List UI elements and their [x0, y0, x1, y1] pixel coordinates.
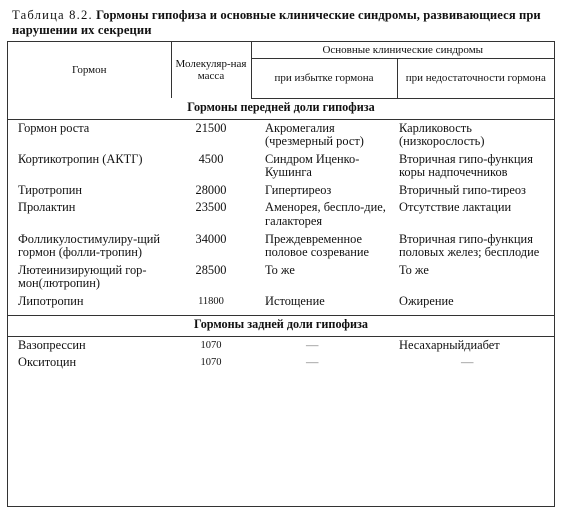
- cell-excess: Акромегалия (чрезмерный рост): [265, 120, 364, 149]
- table-row: [8, 199, 554, 230]
- table-frame: [7, 41, 555, 507]
- cell-excess: Гипертиреоз: [265, 182, 332, 197]
- cell-hormone: Окситоцин: [18, 355, 77, 370]
- cell-deficiency: Отсутствие лактации: [399, 200, 512, 215]
- header-syndromes: Основные клинические синдромы: [251, 42, 554, 59]
- cell-excess: То же: [265, 262, 295, 277]
- cell-deficiency: То же: [399, 262, 429, 277]
- cell-mass: 1070: [200, 339, 222, 351]
- header-mass: Молекуляр-ная масса: [171, 42, 251, 98]
- cell-mass: 28000: [195, 182, 227, 197]
- table-row: [8, 293, 554, 315]
- cell-deficiency: Несахарныйдиабет: [399, 337, 500, 352]
- cell-excess: Преждевременное половое созревание: [265, 231, 369, 260]
- table-row: [8, 262, 554, 293]
- table-row: [8, 231, 554, 262]
- table-row: [8, 354, 554, 372]
- cell-hormone: Гормон роста: [18, 120, 90, 135]
- table-row: [8, 119, 554, 151]
- cell-mass: 11800: [198, 296, 224, 308]
- cell-deficiency: Вторичная гипо-функция коры надпочечников: [399, 151, 533, 180]
- cell-excess: Истощение: [265, 294, 325, 309]
- cell-excess: Синдром Иценко-Кушинга: [265, 151, 360, 180]
- cell-hormone: Тиротропин: [18, 182, 82, 197]
- header-excess: при избытке гормона: [251, 59, 397, 98]
- section-title-anterior: Гормоны передней доли гипофиза: [8, 98, 554, 119]
- cell-hormone: Фолликулостимулиру-щий гормон (фолли-тропин): [18, 231, 161, 260]
- table-row: [8, 182, 554, 200]
- section-title-posterior: Гормоны задней доли гипофиза: [8, 315, 554, 336]
- table-row: [8, 151, 554, 182]
- cell-hormone: Липотропин: [18, 294, 84, 309]
- cell-mass: 28500: [195, 262, 227, 277]
- hormone-table: [8, 42, 554, 372]
- table-caption-title: Гормоны гипофиза и основные клинические синдромы, развивающиеся при нарушении их секреции: [12, 8, 541, 37]
- table-row: [8, 336, 554, 354]
- cell-hormone: Кортикотропин (АКТГ): [18, 151, 143, 166]
- header-deficiency: при недостаточности гормона: [397, 59, 554, 98]
- cell-excess: Аменорея, беспло-дие, галакторея: [265, 200, 386, 229]
- table-caption: [12, 8, 556, 38]
- cell-hormone: Вазопрессин: [18, 337, 86, 352]
- cell-mass: 23500: [195, 200, 227, 215]
- cell-hormone: Лютеинизирующий гор-мон(лютропин): [18, 262, 147, 291]
- cell-mass: 4500: [198, 151, 224, 166]
- cell-deficiency: Вторичный гипо-тиреоз: [399, 182, 526, 197]
- cell-mass: 1070: [200, 357, 222, 369]
- cell-deficiency: Карликовость (низкорослость): [399, 120, 485, 149]
- table-caption-label: Таблица 8.2.: [12, 8, 93, 22]
- cell-excess: —: [306, 355, 319, 370]
- header-hormone: Гормон: [8, 42, 171, 98]
- cell-excess: —: [306, 337, 319, 352]
- cell-deficiency: —: [461, 355, 474, 370]
- cell-mass: 21500: [195, 120, 227, 135]
- cell-deficiency: Ожирение: [399, 294, 454, 309]
- cell-mass: 34000: [195, 231, 227, 246]
- cell-hormone: Пролактин: [18, 200, 76, 215]
- cell-deficiency: Вторичная гипо-функция половых желез; бесплодие: [399, 231, 540, 260]
